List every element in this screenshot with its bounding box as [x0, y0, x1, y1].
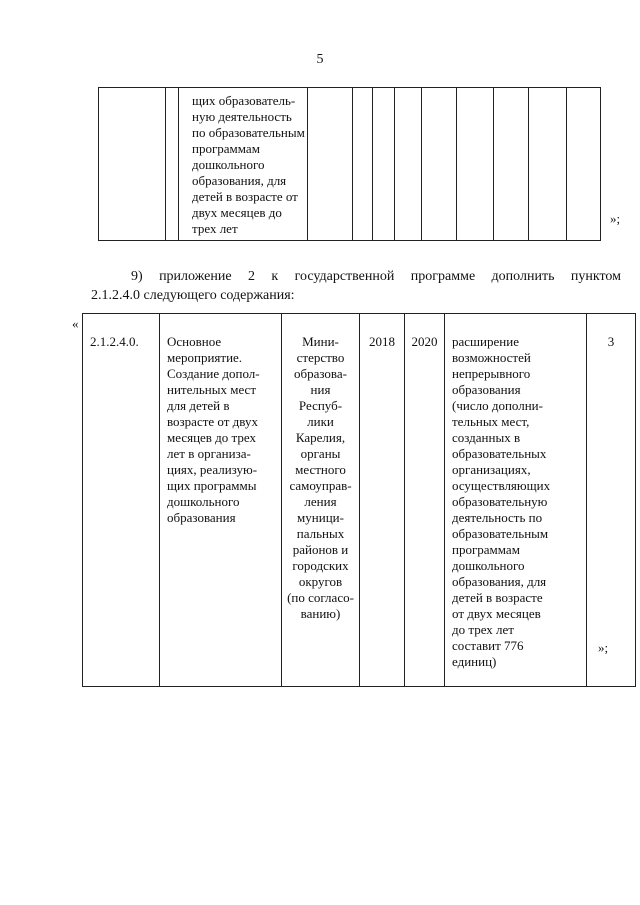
table-row — [83, 314, 636, 687]
result-cell — [445, 314, 587, 687]
start-year: 2018 — [369, 334, 395, 349]
activity-cell — [160, 314, 282, 687]
table-cell — [395, 88, 422, 241]
closing-quote: »; — [610, 211, 621, 226]
table-cell — [494, 88, 529, 241]
end-year: 2020 — [411, 334, 438, 349]
table-cell — [179, 88, 308, 241]
executor-text: Мини- стерство образова- ния Респуб- лики Карелия, органы местного самоуправ- ления муници- пальных районов и городских округов (по согласо- ванию) — [287, 334, 354, 621]
table-cell — [457, 88, 494, 241]
insert-table — [82, 313, 636, 687]
result-text: расширение возможностей непрерывного образования (число дополни- тельных мест, созданных в образовательных организациях, осуществляющих образовательную деятельность по образовательным программам дошкольного образования, для детей в возрасте от двух месяцев до трех лет составит 776 единиц) — [452, 334, 551, 669]
continuation-table — [98, 87, 601, 241]
paragraph-line-1: 9) приложение 2 к государственной программе дополнить пунктом — [131, 269, 621, 284]
table-cell — [422, 88, 457, 241]
closing-quote: »; — [598, 640, 609, 655]
indicator-number: 3 — [607, 334, 615, 349]
table-cell — [373, 88, 395, 241]
executor-cell — [282, 314, 360, 687]
code-cell — [83, 314, 160, 687]
start-year-cell — [360, 314, 405, 687]
table-row — [99, 88, 601, 241]
table-cell — [529, 88, 567, 241]
page-number: 5 — [316, 52, 324, 67]
activity-text: Основное мероприятие. Создание допол- нительных мест для детей в возрасте от двух месяцев до трех лет в организа- циях, реализую- щих программы дошкольного образования — [167, 334, 260, 525]
table-cell — [353, 88, 373, 241]
table-cell — [567, 88, 601, 241]
table-cell — [166, 88, 179, 241]
table-cell — [99, 88, 166, 241]
indicator-cell — [587, 314, 636, 687]
item-code: 2.1.2.4.0. — [90, 334, 139, 349]
table-cell — [308, 88, 353, 241]
end-year-cell — [405, 314, 445, 687]
activity-text: щих образователь- ную деятельность по образовательным программам дошкольного образования, для детей в возрасте от двух месяцев до трех лет — [192, 93, 305, 236]
paragraph-line-2: 2.1.2.4.0 следующего содержания: — [91, 288, 295, 303]
opening-quote: « — [72, 316, 79, 331]
